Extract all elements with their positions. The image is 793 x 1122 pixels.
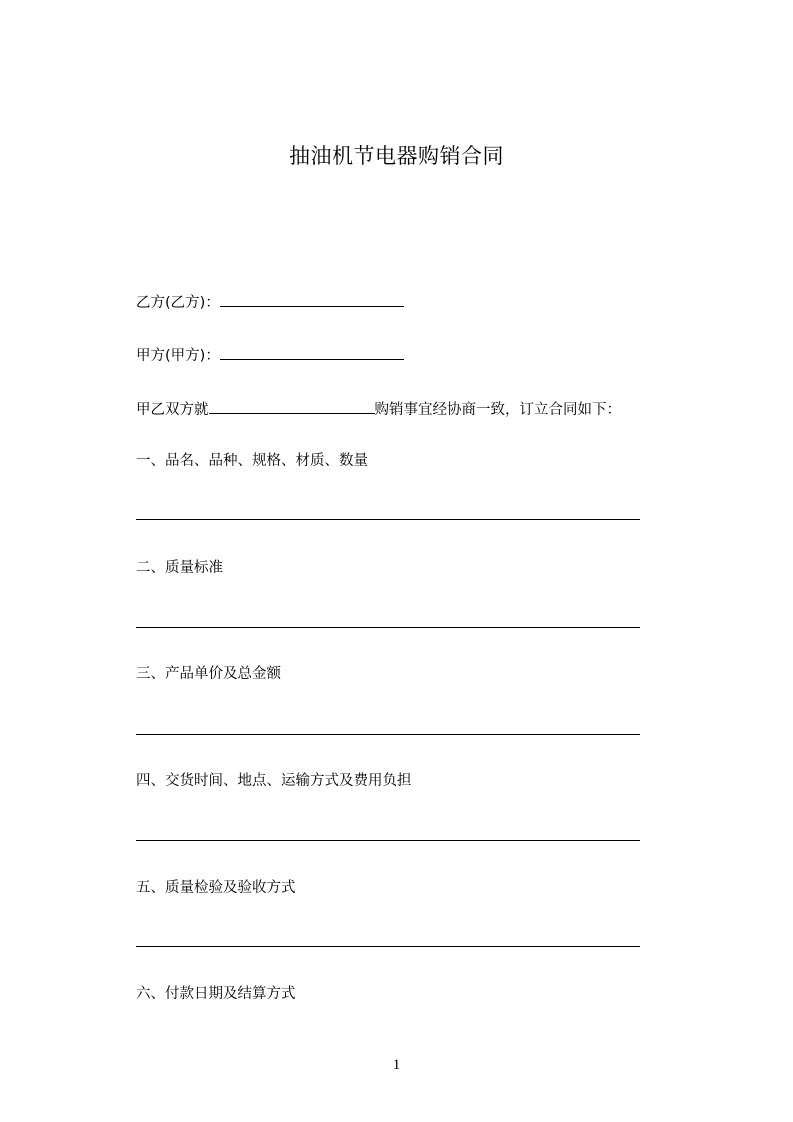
section-heading: 四、交货时间、地点、运输方式及费用负担 [136, 773, 412, 789]
section-1-answer-line[interactable] [136, 519, 640, 520]
party-b-line [136, 291, 404, 313]
party-a-label: 甲方(甲方)： [136, 348, 220, 364]
party-a-line [136, 344, 404, 366]
party-a-blank[interactable] [220, 344, 404, 360]
intro-text-after: 购销事宜经协商一致，订立合同如下： [374, 402, 621, 418]
section-heading: 三、产品单价及总金额 [136, 666, 281, 682]
section-5-answer-line[interactable] [136, 946, 640, 947]
section-heading: 二、质量标准 [136, 560, 223, 576]
section-heading: 一、品名、品种、规格、材质、数量 [136, 453, 368, 469]
document-title: 抽油机节电器购销合同 [289, 144, 504, 168]
party-b-blank[interactable] [220, 291, 404, 307]
section-2-answer-line[interactable] [136, 627, 640, 628]
party-b-label: 乙方(乙方)： [136, 295, 220, 311]
section-4-answer-line[interactable] [136, 840, 640, 841]
page-number: 1 [392, 1057, 401, 1073]
intro-text-before: 甲乙双方就 [136, 402, 209, 418]
section-heading: 五、质量检验及验收方式 [136, 880, 296, 896]
section-3-answer-line[interactable] [136, 734, 640, 735]
product-name-blank[interactable] [209, 398, 375, 414]
intro-line [136, 398, 621, 420]
section-heading: 六、付款日期及结算方式 [136, 986, 296, 1002]
